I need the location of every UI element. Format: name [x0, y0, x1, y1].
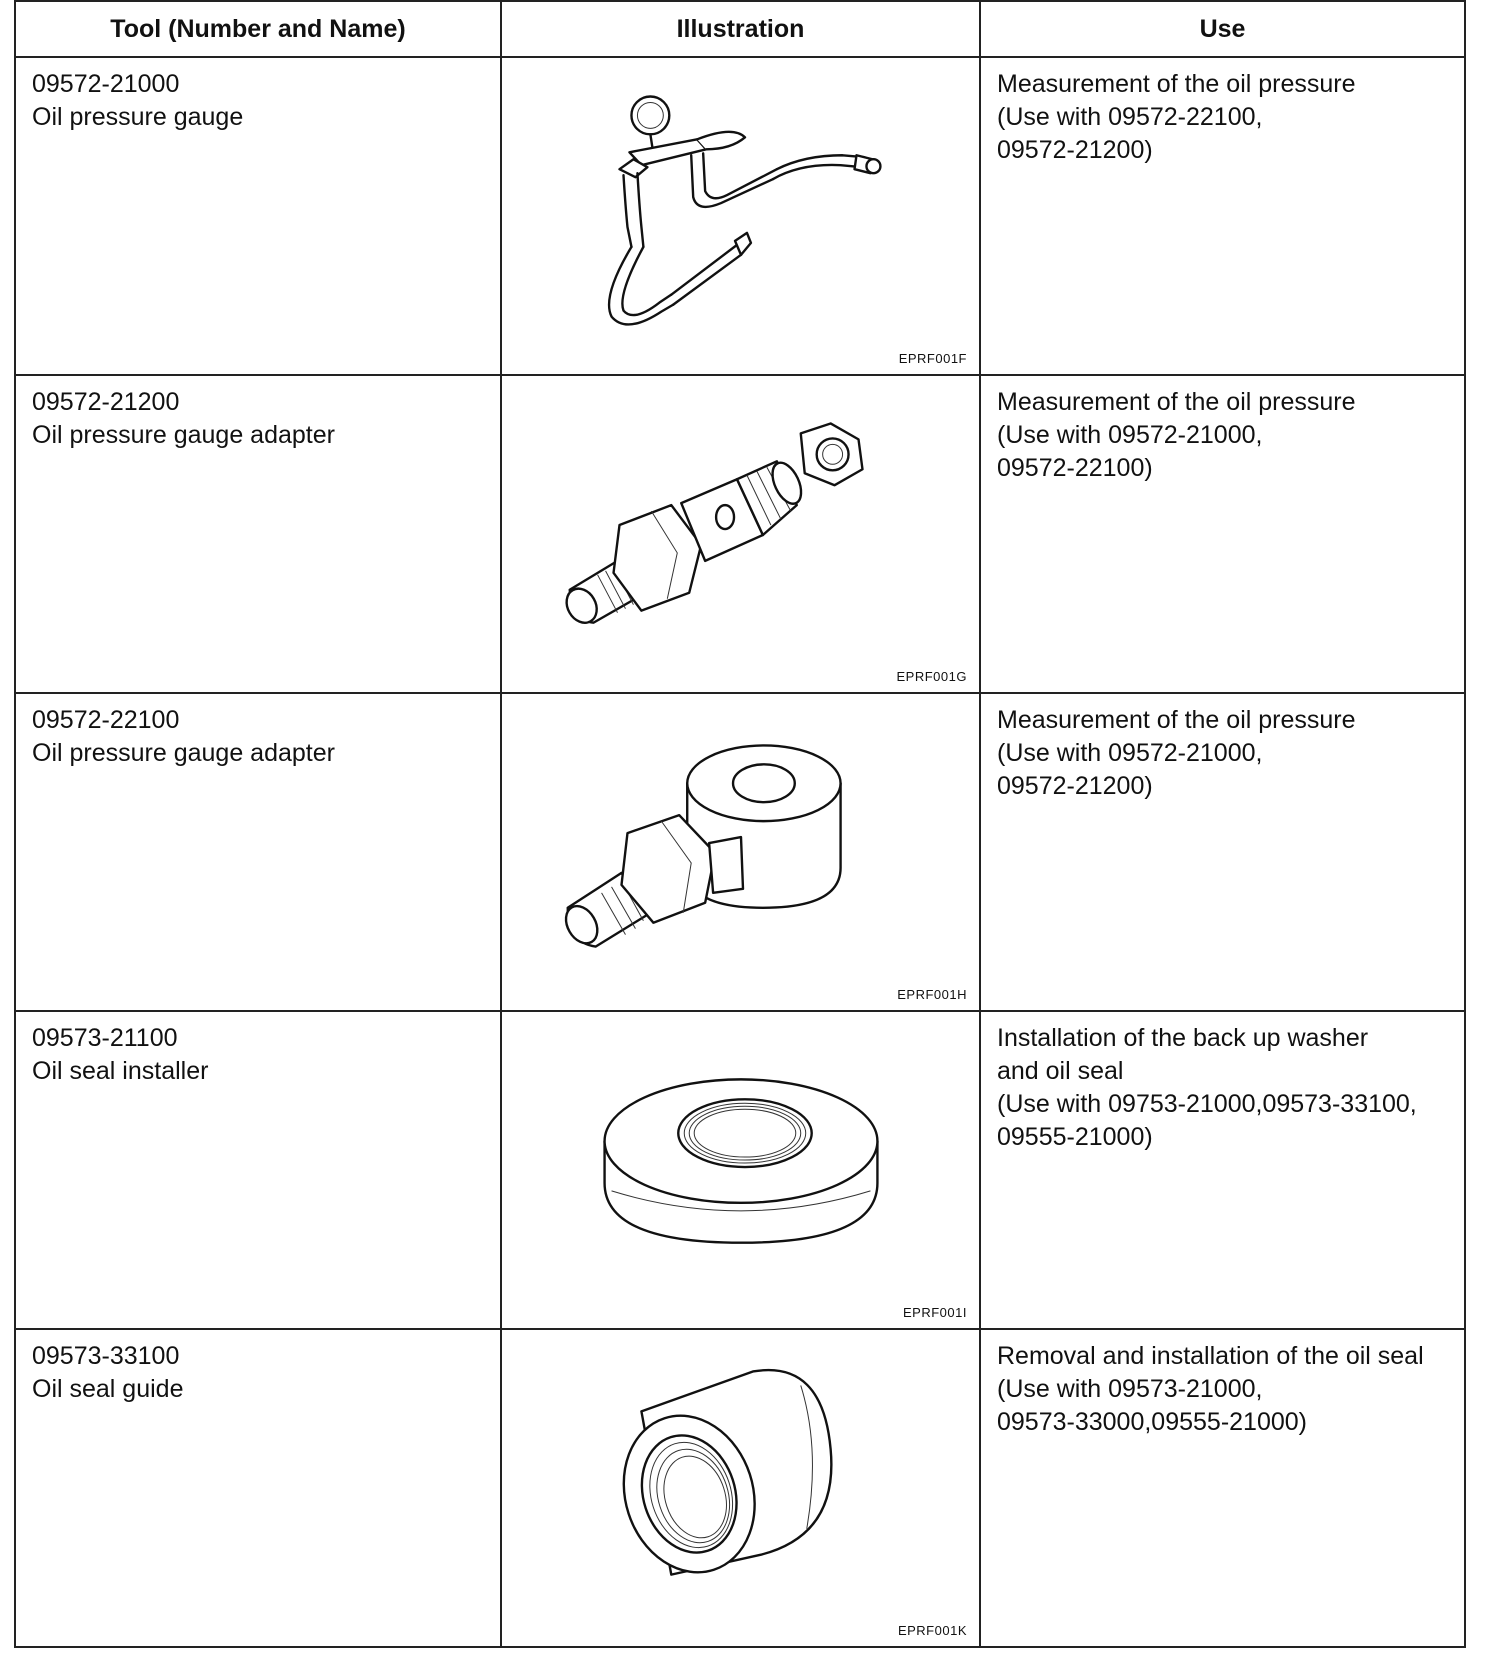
header-row: [15, 1, 1465, 57]
tool-name: Oil seal installer: [32, 1057, 209, 1085]
tool-cell: [15, 1011, 501, 1329]
tool-number: 09573-33100: [32, 1342, 180, 1370]
tool-name: Oil seal guide: [32, 1375, 184, 1403]
tool-cell: [15, 693, 501, 1011]
figure-code: EPRF001I: [903, 1305, 967, 1320]
table-row: [15, 375, 1465, 693]
use-cell: [980, 375, 1465, 693]
oil-pressure-gauge-icon: [502, 58, 979, 374]
special-tools-table: [14, 0, 1466, 1648]
tool-cell: [15, 1329, 501, 1647]
tool-number: 09572-22100: [32, 706, 180, 734]
tool-name: Oil pressure gauge: [32, 103, 244, 131]
use-cell: [980, 1329, 1465, 1647]
tool-name: Oil pressure gauge adapter: [32, 421, 335, 449]
tool-name: Oil pressure gauge adapter: [32, 739, 335, 767]
tool-use: Measurement of the oil pressure (Use with 09572-21000, 09572-21200): [997, 706, 1356, 800]
use-cell: [980, 1011, 1465, 1329]
tool-cell: [15, 57, 501, 375]
header-tool: Tool (Number and Name): [15, 1, 501, 57]
use-cell: [980, 57, 1465, 375]
header-illustration: Illustration: [501, 1, 980, 57]
figure-code: EPRF001H: [897, 987, 967, 1002]
table-row: [15, 1011, 1465, 1329]
use-cell: [980, 693, 1465, 1011]
figure-code: EPRF001F: [898, 351, 967, 366]
tool-use: Measurement of the oil pressure (Use with 09572-22100, 09572-21200): [997, 70, 1356, 164]
tool-cell: [15, 375, 501, 693]
header-use: Use: [980, 1, 1465, 57]
table-row: [15, 693, 1465, 1011]
illustration-cell: [501, 375, 980, 693]
illustration-cell: [501, 1011, 980, 1329]
illustration-cell: [501, 1329, 980, 1647]
illustration-cell: [501, 693, 980, 1011]
tool-use: Measurement of the oil pressure (Use with 09572-21000, 09572-22100): [997, 388, 1356, 482]
tool-use: Installation of the back up washer and oil seal (Use with 09753-21000,09573-33100, 09555-21000): [997, 1024, 1417, 1151]
tool-number: 09572-21000: [32, 70, 180, 98]
table-row: [15, 57, 1465, 375]
figure-code: EPRF001K: [897, 1623, 967, 1638]
tool-number: 09572-21200: [32, 388, 180, 416]
table-row: [15, 1329, 1465, 1647]
tool-use: Removal and installation of the oil seal (Use with 09573-21000, 09573-33000,09555-21000): [997, 1342, 1424, 1436]
ring-installer-icon: [502, 1012, 979, 1328]
figure-code: EPRF001G: [896, 669, 967, 684]
illustration-cell: [501, 57, 980, 375]
seal-guide-sleeve-icon: [502, 1330, 979, 1646]
eye-fitting-adapter-icon: [502, 694, 979, 1010]
banjo-bolt-adapter-icon: [502, 376, 979, 692]
tool-number: 09573-21100: [32, 1024, 178, 1052]
